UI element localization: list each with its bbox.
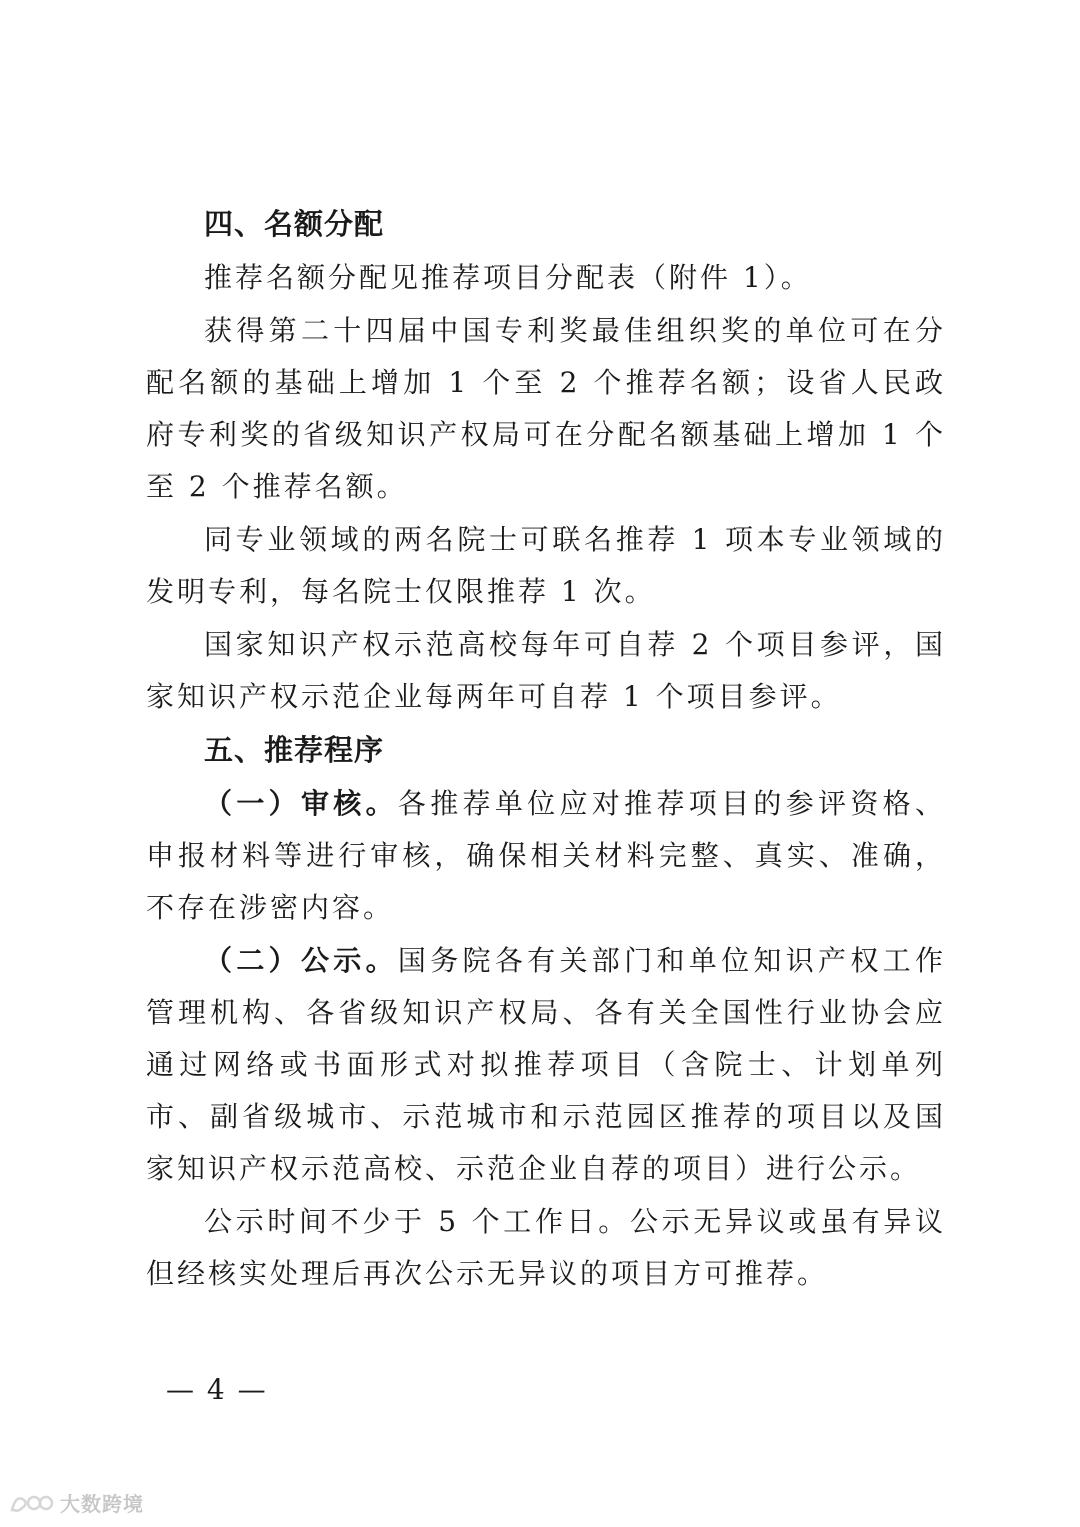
paragraph-lead: （二）公示。 — [204, 944, 398, 977]
paragraph: 同专业领域的两名院士可联名推荐 1 项本专业领域的发明专利，每名院士仅限推荐 1 次。 — [146, 523, 946, 608]
paragraph — [146, 778, 946, 934]
watermark-logo-icon — [8, 1490, 54, 1516]
paragraph-lead: （一）审核。 — [204, 787, 398, 820]
section-procedure — [146, 724, 946, 1300]
section-quota — [146, 198, 946, 723]
section-heading: 五、推荐程序 — [204, 733, 385, 767]
paragraph: 公示时间不少于 5 个工作日。公示无异议或虽有异议但经核实处理后再次公示无异议的项目方可推荐。 — [146, 1205, 946, 1290]
page-number: — 4 — — [166, 1373, 268, 1406]
paragraph — [146, 935, 946, 1195]
paragraph: 推荐名额分配见推荐项目分配表（附件 1）。 — [204, 261, 812, 294]
paragraph: 国家知识产权示范高校每年可自荐 2 个项目参评，国家知识产权示范企业每两年可自荐 1 个项目参评。 — [146, 628, 946, 713]
watermark-text: 大数跨境 — [60, 1492, 144, 1516]
paragraph-text: 国务院各有关部门和单位知识产权工作管理机构、各省级知识产权局、各有关全国性行业协会应通过网络或书面形式对拟推荐项目（含院士、计划单列市、副省级城市、示范城市和示范园区推荐的项目以及国家知识产权示范高校、示范企业自荐的项目）进行公示。 — [146, 944, 946, 1185]
paragraph: 获得第二十四届中国专利奖最佳组织奖的单位可在分配名额的基础上增加 1 个至 2 个推荐名额；设省人民政府专利奖的省级知识产权局可在分配名额基础上增加 1 个至 2 个推荐名额。 — [146, 314, 946, 503]
watermark — [8, 1488, 144, 1517]
paragraph-text: 各推荐单位应对推荐项目的参评资格、申报材料等进行审核，确保相关材料完整、真实、准确，不存在涉密内容。 — [146, 787, 946, 924]
document-body — [146, 198, 946, 1301]
section-heading: 四、名额分配 — [204, 207, 385, 241]
